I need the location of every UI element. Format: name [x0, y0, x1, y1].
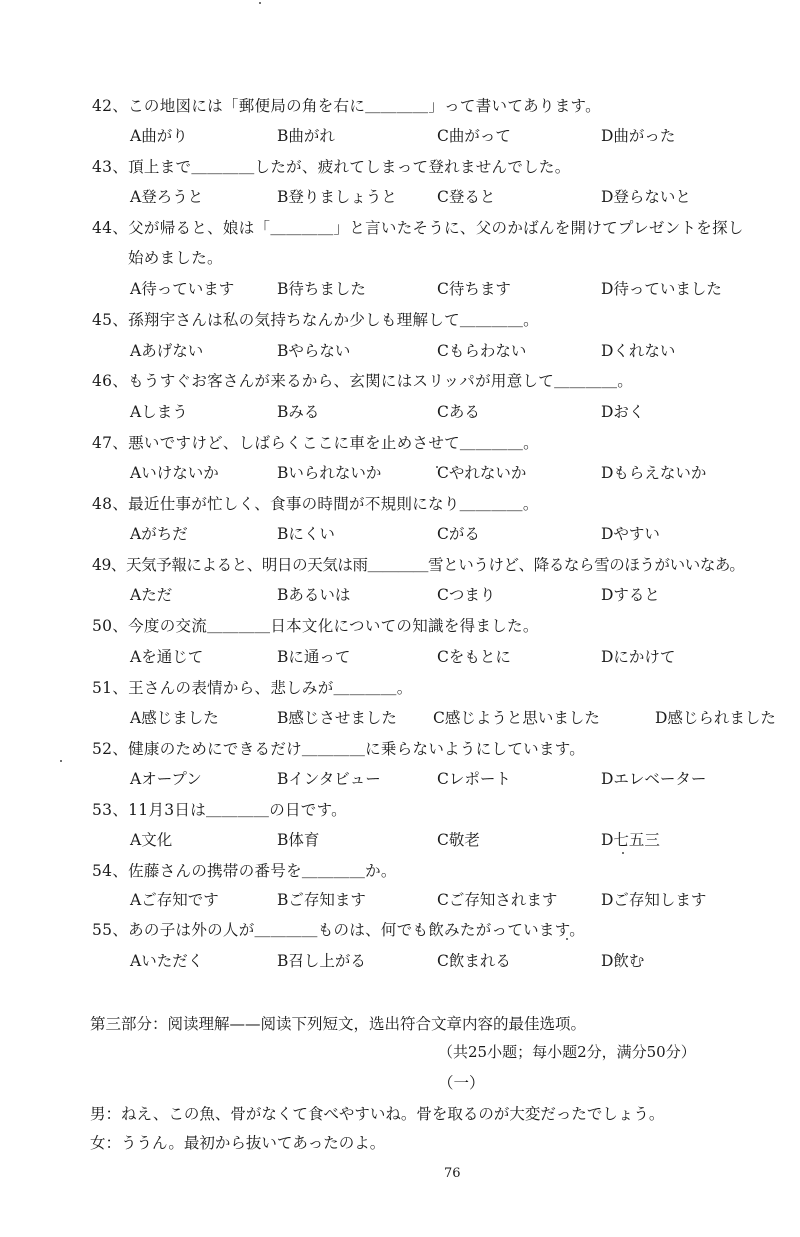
option-a: A感じました [130, 709, 219, 727]
question-50-options [0, 645, 800, 669]
option-a: Aただ [130, 586, 173, 604]
option-b: Bやらない [277, 342, 351, 360]
option-d: Dもらえないか [601, 464, 707, 482]
question-55-options [0, 949, 800, 973]
question-44-stem: 44、父が帰ると、娘は「＿＿＿＿」と言いたそうに、父のかばんを開けてプレゼントを探し [92, 219, 744, 237]
option-b: B曲がれ [277, 127, 335, 145]
option-d: Dやすい [601, 525, 660, 543]
option-d: Dにかけて [601, 648, 676, 666]
option-b: Bあるいは [277, 586, 351, 604]
option-a: Aを通じて [130, 648, 204, 666]
option-b: B待ちました [277, 280, 366, 298]
option-c: C曲がって [437, 127, 511, 145]
option-b: Bいられないか [277, 464, 382, 482]
option-d: D曲がった [601, 127, 676, 145]
question-53-options [0, 828, 800, 852]
question-43-options [0, 185, 800, 209]
scan-speck [60, 760, 62, 762]
option-d: Dエレベーター [601, 770, 707, 788]
option-a: A曲がり [130, 127, 188, 145]
option-c: C登ると [437, 188, 496, 206]
question-50-stem: 50、今度の交流＿＿＿＿日本文化についての知識を得ました。 [92, 617, 539, 635]
option-c: C飲まれる [437, 952, 511, 970]
option-d: D待っていました [601, 280, 722, 298]
option-c: C敬老 [437, 831, 480, 849]
option-b: Bに通って [277, 648, 351, 666]
question-52-stem: 52、健康のためにできるだけ＿＿＿＿に乗らないようにしています。 [92, 740, 586, 758]
option-a: Aあげない [130, 342, 204, 360]
section-3-heading: 第三部分：阅读理解——阅读下列短文，选出符合文章内容的最佳选项。 [90, 1015, 587, 1033]
question-48-options [0, 522, 800, 546]
question-46-options [0, 400, 800, 424]
question-49-options [0, 583, 800, 607]
option-d: Dおく [601, 403, 645, 421]
part-label: （一） [438, 1074, 485, 1092]
scan-speck [622, 852, 624, 854]
question-55-stem: 55、あの子は外の人が＿＿＿＿ものは、何でも飲みたがっています。 [92, 921, 586, 939]
question-44-stem-continuation: 始めました。 [128, 249, 223, 267]
question-52-options [0, 767, 800, 791]
question-54-stem: 54、佐藤さんの携帯の番号を＿＿＿＿か。 [92, 862, 397, 880]
option-d: D飲む [601, 952, 645, 970]
option-a: Aいけないか [130, 464, 219, 482]
option-d: D感じられました [655, 709, 776, 727]
option-b: B体育 [277, 831, 320, 849]
option-b: Bみる [277, 403, 320, 421]
option-d: D登らないと [601, 188, 691, 206]
question-43-stem: 43、頂上まで＿＿＿＿したが、疲れてしまって登れませんでした。 [92, 158, 571, 176]
question-51-options [0, 706, 800, 730]
question-54-options [0, 888, 800, 912]
question-44-options [0, 277, 800, 301]
question-48-stem: 48、最近仕事が忙しく、食事の時間が不規則になり＿＿＿＿。 [92, 495, 539, 513]
question-53-stem: 53、11月3日は＿＿＿＿の日です。 [92, 801, 347, 819]
option-d: Dすると [601, 586, 660, 604]
option-d: Dご存知します [601, 891, 707, 909]
question-46-stem: 46、もうすぐお客さんが来るから、玄関にはスリッパが用意して＿＿＿＿。 [92, 372, 634, 390]
option-a: Aご存知です [130, 891, 219, 909]
option-b: Bにくい [277, 525, 335, 543]
option-c: Cある [437, 403, 480, 421]
option-b: Bインタビュー [277, 770, 381, 788]
dialogue-line-male: 男：ねえ、この魚、骨がなくて食べやすいね。骨を取るのが大変だったでしょう。 [90, 1105, 665, 1123]
scan-speck [259, 2, 261, 4]
option-d: Dくれない [601, 342, 676, 360]
option-a: Aいただく [130, 952, 204, 970]
option-c: Cレポート [437, 770, 511, 788]
option-c: C待ちます [437, 280, 511, 298]
option-a: A登ろうと [130, 188, 204, 206]
option-a: Aがちだ [130, 525, 188, 543]
page-number: 76 [444, 1166, 461, 1181]
option-c: Cやれないか [437, 464, 527, 482]
option-c: Cつまり [437, 586, 496, 604]
option-c: Cがる [437, 525, 480, 543]
question-42-stem: 42、この地図には「郵便局の角を右に＿＿＿＿」って書いてあります。 [92, 97, 601, 115]
option-d: D七五三 [601, 831, 660, 849]
question-45-stem: 45、孫翔宇さんは私の気持ちなんか少しも理解して＿＿＿＿。 [92, 311, 539, 329]
option-a: A文化 [130, 831, 173, 849]
option-a: Aしまう [130, 403, 188, 421]
question-49-stem: 49、天気予報によると、明日の天気は雨＿＿＿＿雪というけど、降るなら雪のほうがいいなあ。 [92, 556, 745, 574]
option-b: Bご存知ます [277, 891, 366, 909]
option-c: Cをもとに [437, 648, 511, 666]
option-b: B召し上がる [277, 952, 366, 970]
question-51-stem: 51、王さんの表情から、悲しみが＿＿＿＿。 [92, 679, 413, 697]
option-a: Aオープン [130, 770, 202, 788]
option-b: B感じさせました [277, 709, 397, 727]
dialogue-line-female: 女：ううん。最初から抜いてあったのよ。 [90, 1134, 386, 1152]
question-45-options [0, 339, 800, 363]
question-47-stem: 47、悪いですけど、しばらくここに車を止めさせて＿＿＿＿。 [92, 434, 539, 452]
question-47-options [0, 461, 800, 485]
option-c: C感じようと思いました [433, 709, 600, 727]
section-3-score-note: （共25小题；每小题2分，满分50分） [438, 1043, 696, 1061]
option-a: A待っています [130, 280, 235, 298]
option-c: Cもらわない [437, 342, 527, 360]
option-b: B登りましょうと [277, 188, 397, 206]
option-c: Cご存知されます [437, 891, 558, 909]
question-42-options [0, 124, 800, 148]
